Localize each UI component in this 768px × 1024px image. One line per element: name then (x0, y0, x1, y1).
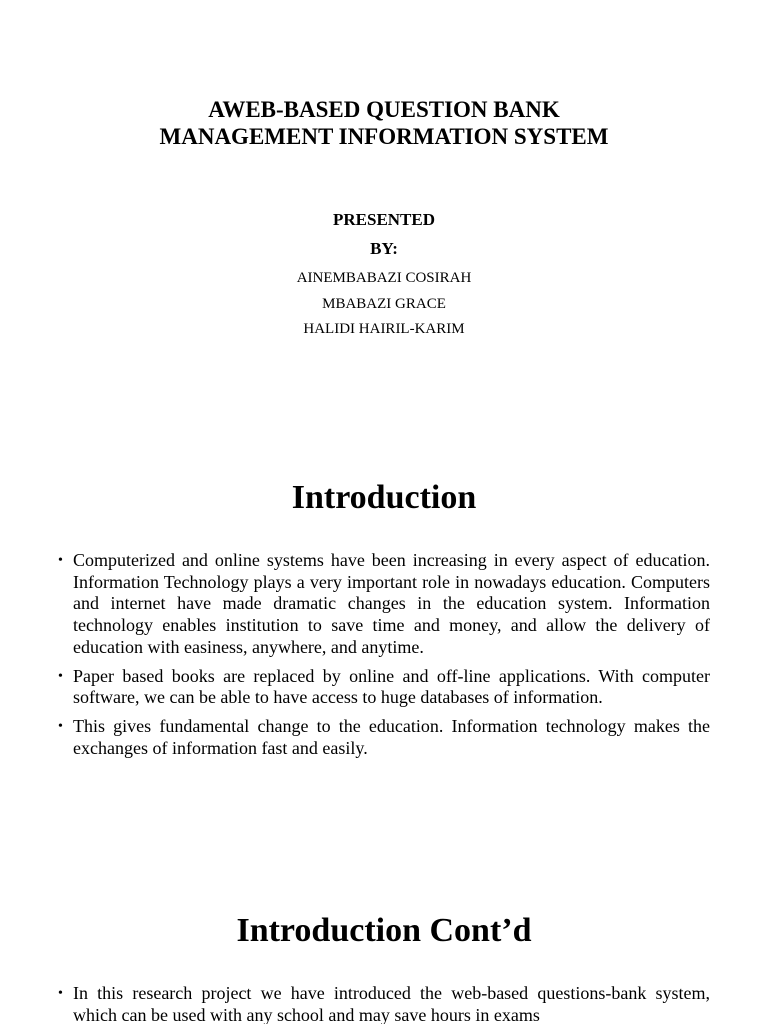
presentation-title (0, 96, 768, 150)
bullet-text: Computerized and online systems have been increasing in every aspect of education. Information Technology plays a very important role in nowadays education. Computers and internet have made dramatic changes in the education system. Information technology enables institution to save time and money, and allow the delivery of education with easiness, anywhere, and anytime. (73, 550, 710, 657)
presented-line-1: PRESENTED (332, 210, 436, 229)
slide-heading: Introduction (291, 479, 477, 516)
title-line-2: MANAGEMENT INFORMATION SYSTEM (159, 124, 609, 149)
bullet-text: Paper based books are replaced by online and off-line applications. With computer software, we can be able to have access to huge databases of information. (73, 665, 710, 708)
bullet-icon: • (58, 553, 63, 568)
bullet-text: This gives fundamental change to the education. Information technology makes the exchanges of information fast and easily. (73, 715, 710, 758)
bullet-icon: • (58, 986, 63, 1001)
title-slide (0, 96, 768, 426)
bullet-text: In this research project we have introduced the web-based questions-bank system, which can be used with any school and may save hours in exams (73, 983, 710, 1024)
author-list (0, 266, 768, 343)
bullet-item (58, 666, 710, 709)
bullet-item (58, 550, 710, 659)
presented-line-2: BY: (370, 239, 398, 258)
title-line-1: AWEB-BASED QUESTION BANK (208, 97, 560, 122)
bullet-item (58, 983, 710, 1024)
introduction-contd-slide (0, 911, 768, 1024)
bullet-icon: • (58, 718, 63, 734)
introduction-slide (0, 478, 768, 758)
bullet-list (58, 550, 710, 766)
author-name: HALIDI HAIRIL-KARIM (303, 321, 465, 337)
slide-heading: Introduction Cont’d (236, 912, 532, 949)
bullet-icon: • (58, 668, 63, 684)
bullet-list (58, 983, 710, 1024)
bullet-item (58, 716, 710, 759)
presented-by (0, 205, 768, 263)
author-name: MBABAZI GRACE (322, 295, 446, 312)
author-name: AINEMBABAZI COSIRAH (296, 270, 472, 286)
